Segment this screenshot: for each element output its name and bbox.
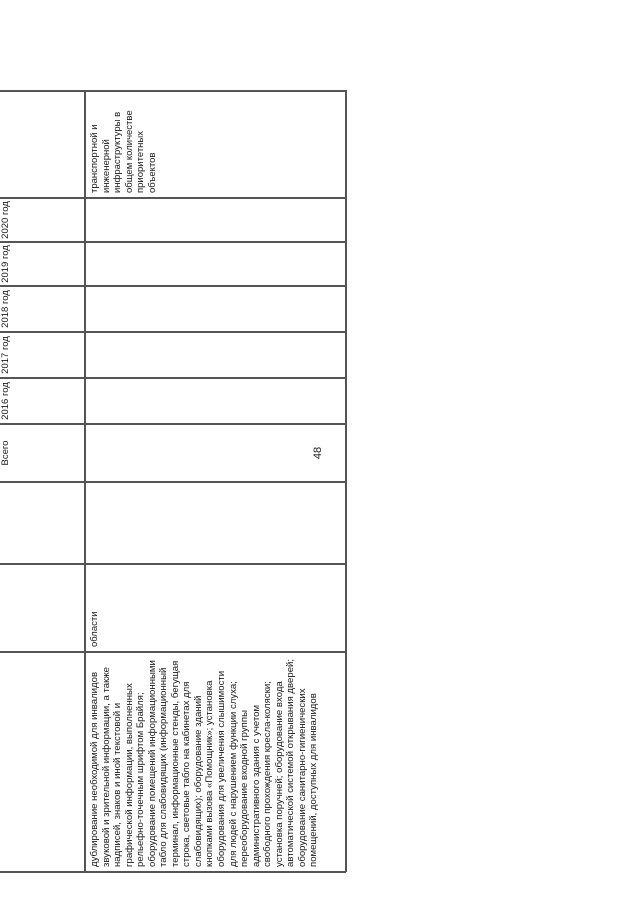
row-2017-cell [85,332,347,378]
row-manager-cell [85,564,347,652]
row-task: дублирование необходимой для инвалидов звуковой и зрительной информации, а также надписей, знаков и иной текстовой и графической информации, выполненных рельефно-точечным шрифтом Брайля; оборудование помещений информационными табло для слабовидящих (информационный терминал, информационные стенды, бегущая строка, световые табло на кабинетах для слабовидящих); оборудование зданий кнопками вызова «Помощник»; установка оборудования для увеличения слышимости для людей с нарушением функции слуха; переоборудование входной группы административного здания с учетом свободного прохождения кресла-коляски; установка поручней; оборудование входа автоматической системой открывания дверей; оборудование санитарно-гигиенических помещений, доступных для инвалидов [89,658,320,867]
row-indicators: транспортной и инженерной инфраструктуры в общем количестве приоритетных объектов [89,110,158,193]
header-2019-cell [0,242,85,286]
row-total-cell [85,424,347,482]
header-task-cell [0,652,85,872]
row-2019-cell [85,242,347,286]
header-2017: 2017 год [0,336,11,374]
row-manager: области [89,611,100,647]
header-2020-cell [0,198,85,242]
header-source-cell [0,482,85,564]
header-indicators-cell [0,90,85,198]
row-2020-cell [85,198,347,242]
header-total: Всего [0,440,11,466]
row-indicators-cell [85,90,347,198]
header-manager-cell [0,564,85,652]
row-2018-cell [85,286,347,332]
header-2018: 2018 год [0,290,11,328]
header-2016-cell [0,378,85,424]
header-2020: 2020 год [0,201,11,239]
row-task-cell [85,652,347,872]
header-2019: 2019 год [0,245,11,283]
financing-table [0,91,346,873]
row-source-cell [85,482,347,564]
row-2016-cell [85,378,347,424]
header-2018-cell [0,286,85,332]
header-2016: 2016 год [0,382,11,420]
header-manager [0,569,2,647]
page-number: 48 [312,446,324,460]
header-2017-cell [0,332,85,378]
header-total-cell [0,424,85,482]
